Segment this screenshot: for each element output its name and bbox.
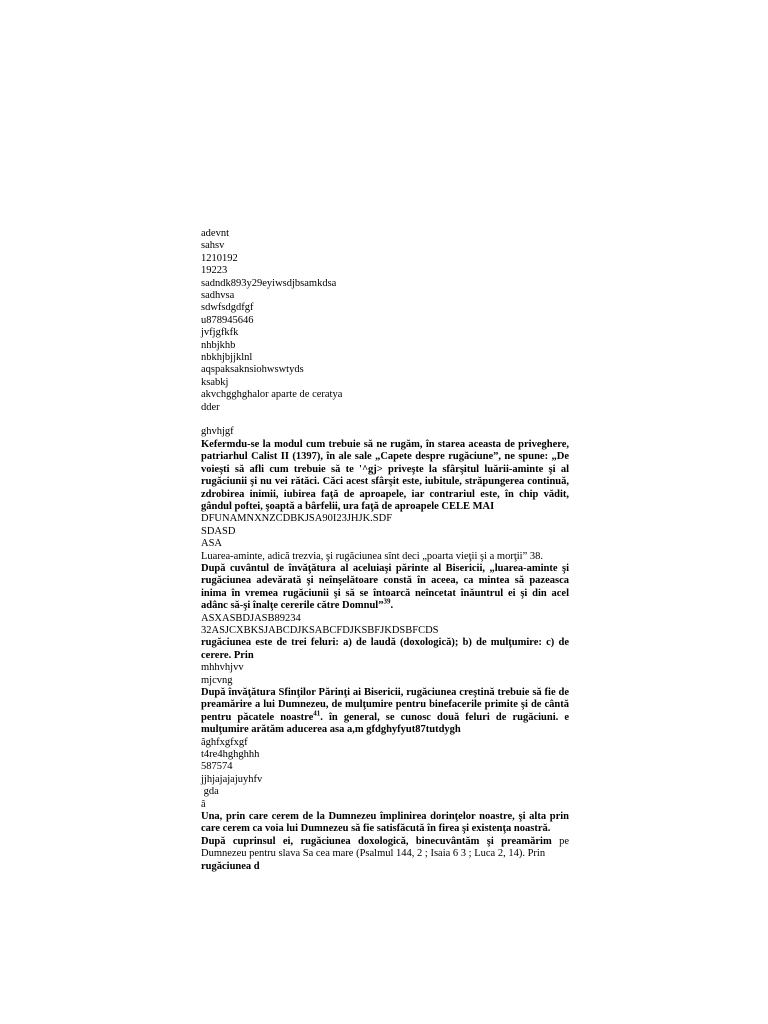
- text-line: t4re4hghghhh: [201, 749, 260, 761]
- paragraph-doxology-bold: După cuprinsul ei, rugăciunea doxologică, binecuvântăm şi preamărim: [201, 835, 552, 847]
- document-page: [201, 228, 569, 873]
- paragraph-doxology-rest: pe Dumnezeu pentru slava Sa cea mare (Psalmul 144, 2 ; Isaia 6 3 ; Luca 2, 14). Prin: [201, 835, 569, 860]
- paragraph-intro: Luarea-aminte, adică trezvia, şi rugăciunea sînt deci „poarta vieţii şi a morţii” 38.: [201, 550, 543, 562]
- text-line: jvfjgfkfk: [201, 327, 239, 339]
- text-line: gda: [201, 786, 219, 798]
- text-line: aqspaksaknsiohwswtyds: [201, 364, 304, 376]
- text-line: u878945646: [201, 314, 254, 326]
- text-line-tail: rugăciunea d: [201, 860, 260, 872]
- text-line: nbkhjbjjklnl: [201, 352, 253, 364]
- paragraph-label: ghvhjgf: [201, 426, 234, 438]
- paragraph-attention: [201, 563, 569, 613]
- footnote-ref: 39: [383, 597, 391, 606]
- text-line: dder: [201, 401, 220, 413]
- paragraph-fathers-end: . în general, se cunosc două feluri de rugăciuni. e mulţumire arătăm aducerea asa a,m gfdghyfyut87tutdygh: [201, 711, 569, 736]
- text-line: â: [201, 798, 206, 810]
- caps-line: ASXASBDJASB89234: [201, 612, 301, 624]
- text-line: âghfxgfxgf: [201, 736, 248, 748]
- paragraph-calist: Kefermdu-se la modul cum trebuie să ne rugăm, în starea aceasta de priveghere, patriarhul Calist II (1397), în ale sale „Capete despre rugăciune”, ne spune: „De voieşti să afli cum trebuie să te '^gj> priveşte la sfârşitul luării-aminte şi al rugăciunii şi nu vei rătăci. Căci acest sfârşit este, iubitule, străpungerea continuă, zdrobirea inimii, iubirea faţă de aproapele, iar contrariul este, în chip vădit, gândul poftei, şoaptă a bârfelii, ura faţă de aproapele CELE MAI: [201, 438, 569, 512]
- text-line: nhbjkhb: [201, 339, 236, 351]
- text-line: sdwfsdgdfgf: [201, 302, 254, 314]
- paragraph-fathers: [201, 687, 569, 737]
- caps-line: ASA: [201, 538, 223, 550]
- paragraph-two-kinds: Una, prin care cerem de la Dumnezeu împlinirea dorinţelor noastre, şi alta prin care cerem ca voia lui Dumnezeu să fie satisfăcută în firea şi existenţa noastră.: [201, 811, 569, 835]
- text-line: 587574: [201, 761, 233, 773]
- paragraph-attention-end: .: [390, 600, 394, 612]
- caps-line: SDASD: [201, 525, 236, 537]
- text-line: ksabkj: [201, 376, 229, 388]
- text-line: jjhjajajajuyhfv: [201, 773, 263, 785]
- text-line: mjcvng: [201, 674, 233, 686]
- text-line: sadhvsa: [201, 290, 235, 302]
- paragraph-attention-text: După cuvântul de învăţătura al aceluiaşi părinte al Bisericii, „luarea-aminte şi rugăciunea adevărată şi neînşelătoare constă în aceea, ca mintea să pazeasca inima în vremea rugăciunii şi să se întoarcă neîncetat înăuntrul ei şi din acel adânc să-şi înalţe cererile către Domnul”: [201, 562, 569, 612]
- blank-line: [201, 414, 569, 426]
- paragraph-doxology: [201, 836, 569, 861]
- paragraph-fathers-text: După învăţătura Sfinţilor Părinţi ai Bisericii, rugăciunea creştină trebuie să fie de preamărire a lui Dumnezeu, de mulţumire pentru binefacerile primite şi de cântă pentru păcatele noastre: [201, 687, 569, 723]
- footnote-ref: 41: [313, 709, 321, 718]
- text-line: sahsv: [201, 240, 225, 252]
- text-line: adevnt: [201, 228, 229, 239]
- caps-line: DFUNAMNXNZCDBKJSA90I23JHJK.SDF: [201, 513, 393, 525]
- text-line: akvchgghghalor aparte de ceratya: [201, 389, 343, 401]
- paragraph-prayer-kinds: rugăciunea este de trei feluri: a) de laudă (doxologică); b) de mulţumire: c) de cerere. Prin: [201, 637, 569, 661]
- text-line: mhhvhjvv: [201, 662, 244, 674]
- caps-line: 32ASJCXBKSJABCDJKSABCFDJKSBFJKDSBFCDS: [201, 624, 439, 636]
- text-line: sadndk893y29eyiwsdjbsamkdsa: [201, 277, 337, 289]
- text-line: 19223: [201, 265, 228, 277]
- text-line: 1210192: [201, 252, 238, 264]
